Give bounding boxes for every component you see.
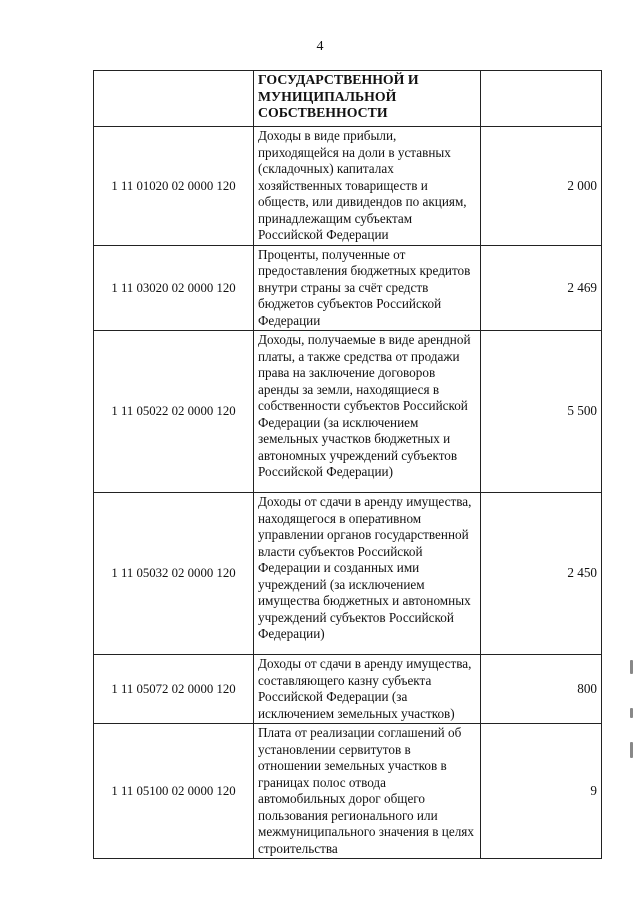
amount-cell: 2 450: [481, 493, 602, 655]
scan-artifact: [630, 660, 633, 674]
table-row: [94, 245, 602, 331]
code-cell: 1 11 05072 02 0000 120: [94, 655, 254, 724]
heading-cell: ГОСУДАРСТВЕННОЙ И МУНИЦИПАЛЬНОЙ СОБСТВЕННОСТИ: [254, 71, 481, 127]
amount-cell: 5 500: [481, 331, 602, 493]
amount-cell: 9: [481, 724, 602, 859]
code-cell: [94, 71, 254, 127]
description-cell: Доходы от сдачи в аренду имущества, находящегося в оперативном управлении органов государственной власти субъектов Российской Федерации и созданных ими учреждений (за исключением имущества бюджетных и автономных учреждений субъектов Российской Федерации): [254, 493, 481, 655]
table-row: [94, 655, 602, 724]
description-cell: Доходы в виде прибыли, приходящейся на доли в уставных (складочных) капиталах хозяйственных товариществ и обществ, или дивидендов по акциям, принадлежащим субъектам Российской Федерации: [254, 127, 481, 246]
table-row: [94, 127, 602, 246]
description-cell: Доходы от сдачи в аренду имущества, составляющего казну субъекта Российской Федерации (за исключением земельных участков): [254, 655, 481, 724]
amount-cell: 800: [481, 655, 602, 724]
code-cell: 1 11 05032 02 0000 120: [94, 493, 254, 655]
page-number: 4: [316, 39, 324, 54]
table-row: [94, 331, 602, 493]
description-cell: Доходы, получаемые в виде арендной платы, а также средства от продажи права на заключение договоров аренды за земли, находящиеся в собственности субъектов Российской Федерации (за исключением земельных участков бюджетных и автономных учреждений субъектов Российской Федерации): [254, 331, 481, 493]
amount-cell: [481, 71, 602, 127]
description-cell: Проценты, полученные от предоставления бюджетных кредитов внутри страны за счёт средств бюджетов субъектов Российской Федерации: [254, 245, 481, 331]
code-cell: 1 11 05100 02 0000 120: [94, 724, 254, 859]
table-row: [94, 724, 602, 859]
scan-artifact: [630, 708, 633, 718]
amount-cell: 2 000: [481, 127, 602, 246]
amount-cell: 2 469: [481, 245, 602, 331]
scan-artifact: [630, 742, 633, 758]
table-row: [94, 493, 602, 655]
revenue-table: [93, 70, 602, 859]
code-cell: 1 11 05022 02 0000 120: [94, 331, 254, 493]
description-cell: Плата от реализации соглашений об установлении сервитутов в отношении земельных участков в границах полос отвода автомобильных дорог общего пользования регионального или межмуниципального значения в целях строительства: [254, 724, 481, 859]
code-cell: 1 11 01020 02 0000 120: [94, 127, 254, 246]
table-row-heading: [94, 71, 602, 127]
code-cell: 1 11 03020 02 0000 120: [94, 245, 254, 331]
